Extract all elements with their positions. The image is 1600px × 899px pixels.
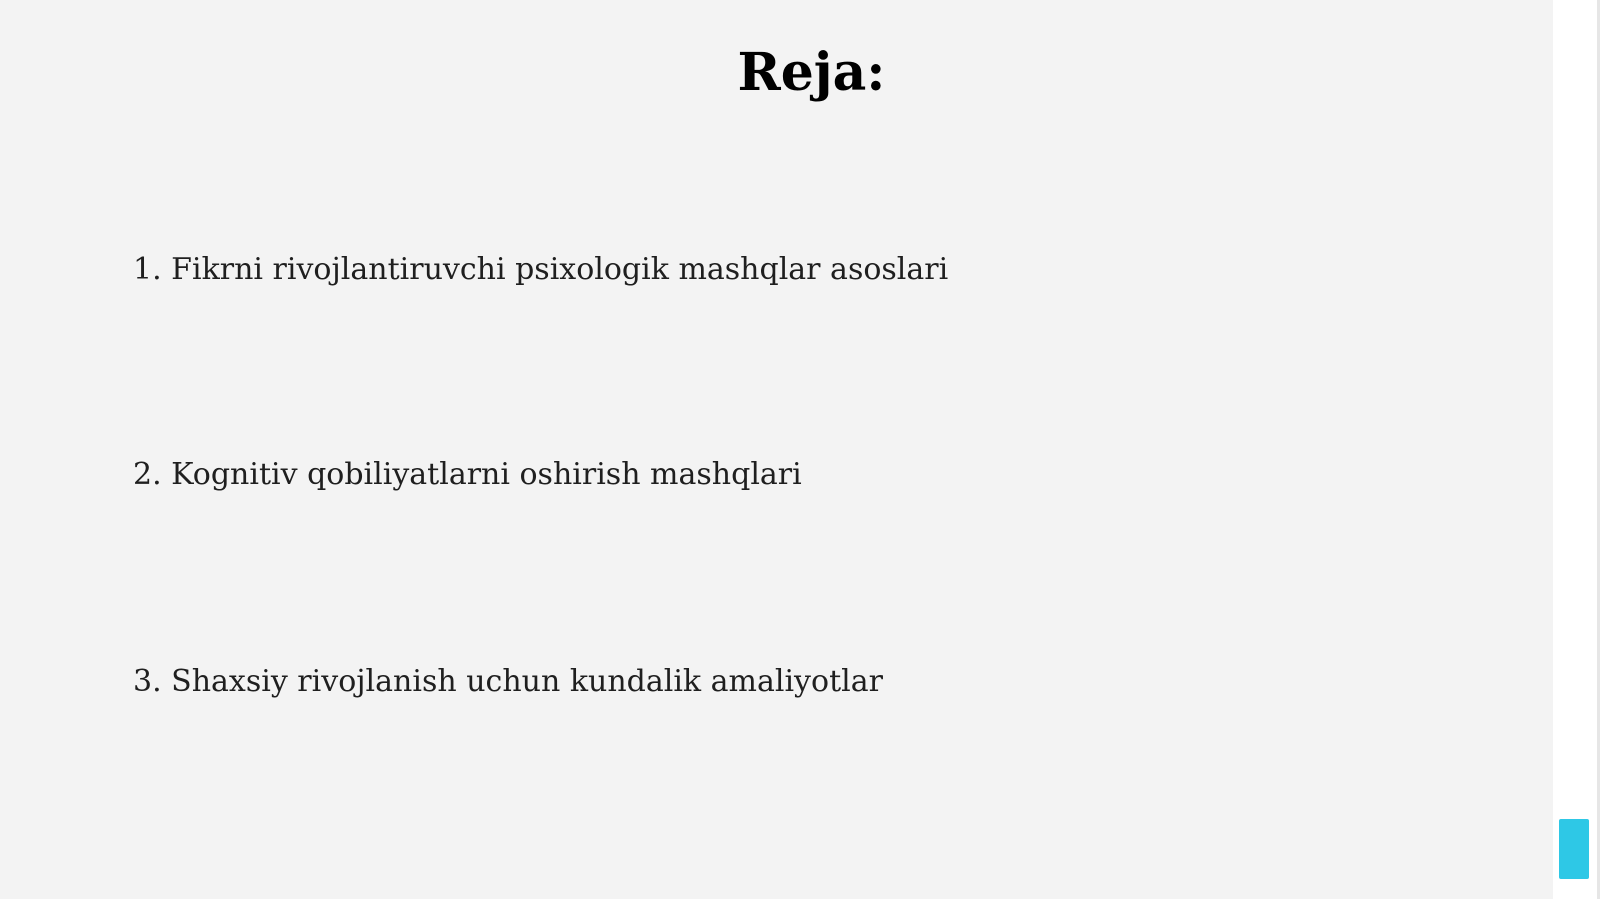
plan-item-1: 1. Fikrni rivojlantiruvchi psixologik mashqlar asoslari [133, 252, 949, 287]
plan-item-2: 2. Kognitiv qobiliyatlarni oshirish mashqlari [133, 457, 802, 492]
plan-item-3: 3. Shaxsiy rivojlanish uchun kundalik amaliyotlar [133, 664, 883, 699]
right-gutter [1553, 0, 1600, 899]
slide-title: Reja: [737, 42, 886, 103]
scrollbar-thumb[interactable] [1559, 819, 1589, 879]
